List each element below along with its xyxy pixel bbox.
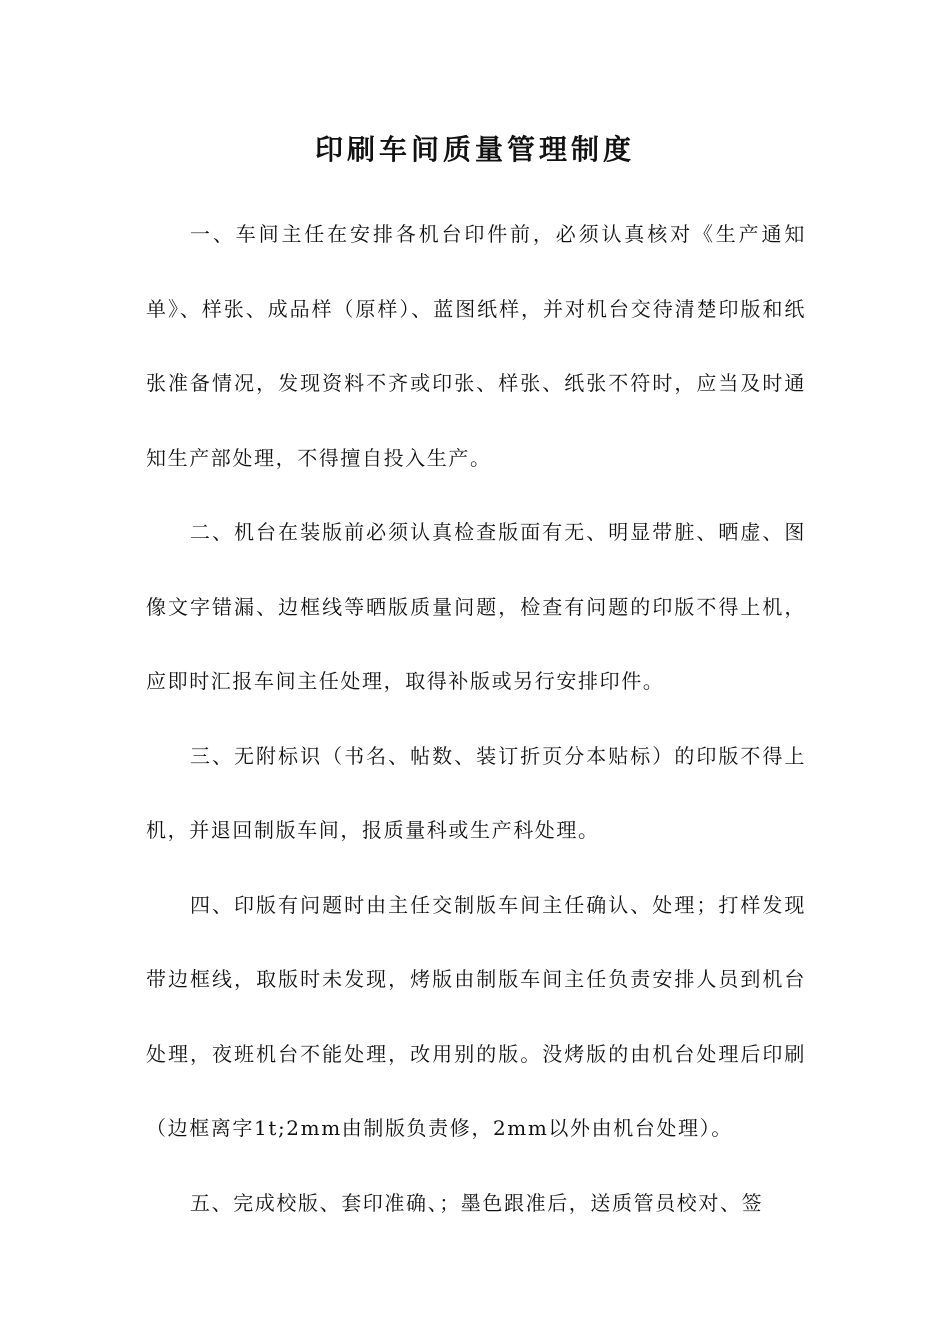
- paragraph-5: 五、完成校版、套印准确、；墨色跟准后，送质管员校对、签: [190, 1190, 764, 1215]
- document-body: [146, 197, 806, 1240]
- paragraph-2: 二、机台在装版前必须认真检查版面有无、明显带脏、晒虚、图像文字错漏、边框线等晒版质量问题，检查有问题的印版不得上机，应即时汇报车间主任处理，取得补版或另行安排印件。: [146, 520, 806, 693]
- paragraph-4: 四、印版有问题时由主任交制版车间主任确认、处理；打样发现带边框线，取版时未发现，烤版由制版车间主任负责安排人员到机台处理，夜班机台不能处理，改用别的版。没烤版的由机台处理后印刷（边框离字1t;2mm由制版负责修，2mm以外由机台处理）。: [146, 892, 806, 1140]
- document-title: 印刷车间质量管理制度: [314, 133, 635, 166]
- paragraph-3: 三、无附标识（书名、帖数、装订折页分本贴标）的印版不得上机，并退回制版车间，报质量科或生产科处理。: [146, 743, 806, 842]
- paragraph-1: 一、车间主任在安排各机台印件前，必须认真核对《生产通知单》、样张、成品样（原样）、蓝图纸样，并对机台交待清楚印版和纸张准备情况，发现资料不齐或印张、样张、纸张不符时，应当及时通知生产部处理，不得擅自投入生产。: [146, 222, 806, 470]
